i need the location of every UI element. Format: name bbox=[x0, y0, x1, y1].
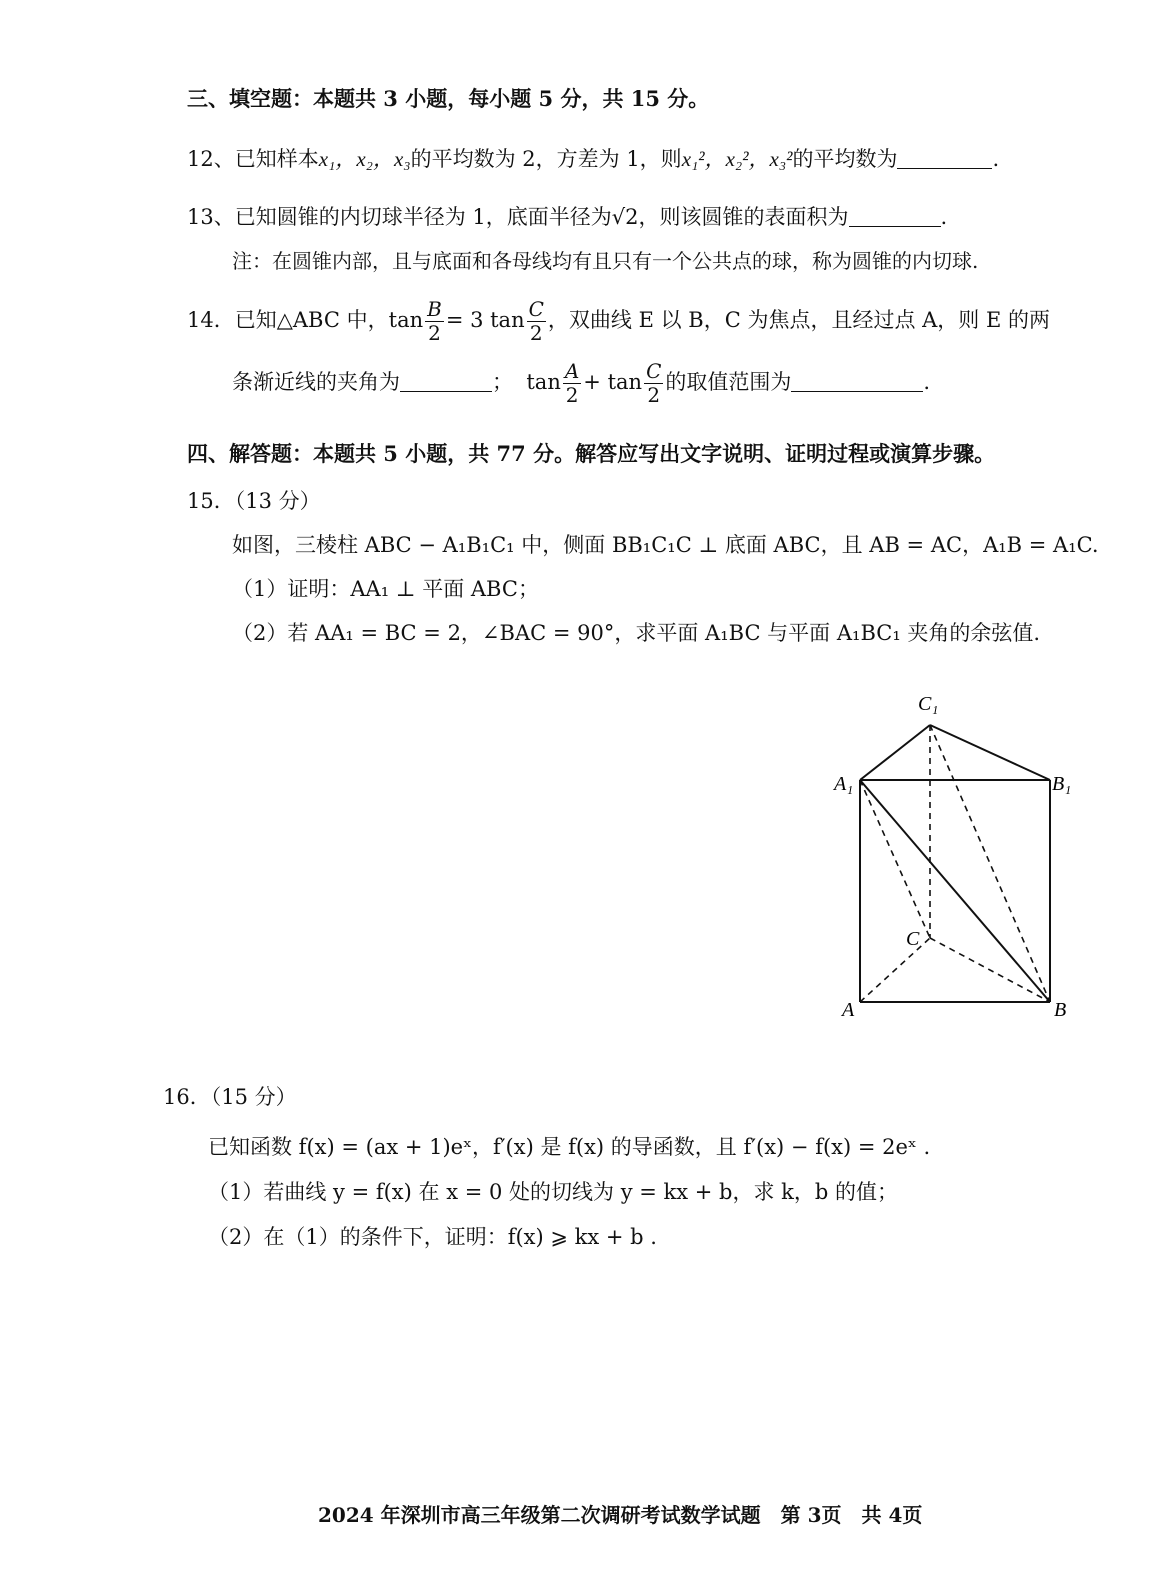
q12-vars-a: x₁，x₂，x₃ bbox=[318, 147, 411, 171]
q14-text-d: 的取值范围为 bbox=[665, 370, 792, 394]
question-14-line-1 bbox=[187, 298, 1050, 350]
q13-note: 注：在圆锥内部，且与底面和各母线均有且只有一个公共点的球，称为圆锥的内切球. bbox=[232, 249, 979, 273]
q12-text-b: 的平均数为 2，方差为 1，则 bbox=[410, 147, 682, 171]
q16-number: 16．（15 分） bbox=[163, 1085, 297, 1109]
q14-semicolon: ； bbox=[492, 370, 513, 394]
section-3-heading: 三、填空题：本题共 3 小题，每小题 5 分，共 15 分。 bbox=[187, 86, 710, 111]
q14-tan-2: tan bbox=[526, 370, 561, 394]
question-14-line-2 bbox=[232, 360, 930, 412]
q13-end: . bbox=[940, 205, 948, 229]
q15-line-3: （2）若 AA₁ = BC = 2，∠BAC = 90°，求平面 A₁BC 与平面 A₁BC₁ 夹角的余弦值. bbox=[232, 621, 1041, 645]
q12-text-a: 已知样本 bbox=[234, 147, 319, 171]
edge-a-c bbox=[860, 938, 930, 1002]
q14-text-b: ，双曲线 E 以 B，C 为焦点，且经过点 A，则 E 的两 bbox=[547, 308, 1050, 332]
edge-a1-c bbox=[860, 780, 930, 938]
edge-c-b bbox=[930, 938, 1050, 1002]
edge-c1-b1 bbox=[930, 725, 1050, 780]
q13-sqrt: √2 bbox=[611, 205, 639, 229]
q15-number: 15．（13 分） bbox=[187, 489, 321, 513]
q14-answer-blank-1[interactable] bbox=[400, 371, 492, 392]
label-b1: B₁ bbox=[1052, 773, 1072, 795]
label-a1: A₁ bbox=[834, 773, 854, 795]
q13-number: 13、 bbox=[187, 205, 235, 229]
prism-figure bbox=[820, 680, 1080, 1030]
q12-vars-b: x₁²，x₂²，x₃² bbox=[681, 147, 793, 171]
q14-text-a: 已知△ABC 中， bbox=[234, 308, 389, 332]
page-footer: 2024 年深圳市高三年级第二次调研考试数学试题 第 3页 共 4页 bbox=[318, 1503, 923, 1527]
label-a: A bbox=[842, 999, 855, 1021]
q14-plus-tan: + tan bbox=[583, 370, 643, 394]
q16-line-1: 已知函数 f(x) = (ax + 1)eˣ，f′(x) 是 f(x) 的导函数，且 f′(x) − f(x) = 2eˣ . bbox=[208, 1135, 931, 1159]
q12-number: 12、 bbox=[187, 147, 235, 171]
q15-line-2: （1）证明：AA₁ ⊥ 平面 ABC； bbox=[232, 577, 539, 601]
question-13 bbox=[187, 206, 947, 228]
q14-tan-1: tan bbox=[388, 308, 424, 332]
q12-answer-blank[interactable] bbox=[897, 148, 992, 169]
label-c: C bbox=[906, 928, 920, 950]
q13-text-b: ，则该圆锥的表面积为 bbox=[638, 205, 849, 229]
q14-frac-b-over-2: $\frac{B}{2}$ bbox=[427, 297, 442, 345]
q14-end: . bbox=[923, 370, 931, 394]
q13-text-a: 已知圆锥的内切球半径为 1，底面半径为 bbox=[234, 205, 612, 229]
label-c1: C₁ bbox=[918, 693, 939, 715]
section-4-heading: 四、解答题：本题共 5 小题，共 77 分。解答应写出文字说明、证明过程或演算步骤。 bbox=[187, 441, 996, 466]
q12-text-c: 的平均数为 bbox=[792, 147, 898, 171]
q14-frac-a-over-2: $\frac{A}{2}$ bbox=[564, 359, 580, 407]
edge-a1-c1 bbox=[860, 725, 930, 780]
question-12 bbox=[187, 148, 999, 170]
q12-end: . bbox=[992, 147, 1000, 171]
q14-eq: = 3 tan bbox=[445, 308, 525, 332]
q14-text-c: 条渐近线的夹角为 bbox=[232, 370, 400, 394]
edge-c1-b bbox=[930, 725, 1050, 1002]
q14-answer-blank-2[interactable] bbox=[791, 371, 923, 392]
edge-a1-b bbox=[860, 780, 1050, 1002]
q13-answer-blank[interactable] bbox=[849, 206, 941, 227]
q14-frac-c-over-2-b: $\frac{C}{2}$ bbox=[646, 359, 662, 407]
q14-frac-c-over-2: $\frac{C}{2}$ bbox=[528, 297, 544, 345]
q14-number: 14． bbox=[187, 308, 235, 332]
q15-line-1: 如图，三棱柱 ABC − A₁B₁C₁ 中，侧面 BB₁C₁C ⊥ 底面 ABC，且 AB = AC，A₁B = A₁C. bbox=[232, 533, 1099, 557]
q16-line-2: （1）若曲线 y = f(x) 在 x = 0 处的切线为 y = kx + b，求 k，b 的值； bbox=[208, 1180, 898, 1204]
label-b: B bbox=[1054, 999, 1067, 1021]
q16-line-3: （2）在（1）的条件下，证明：f(x) ⩾ kx + b . bbox=[208, 1225, 657, 1249]
